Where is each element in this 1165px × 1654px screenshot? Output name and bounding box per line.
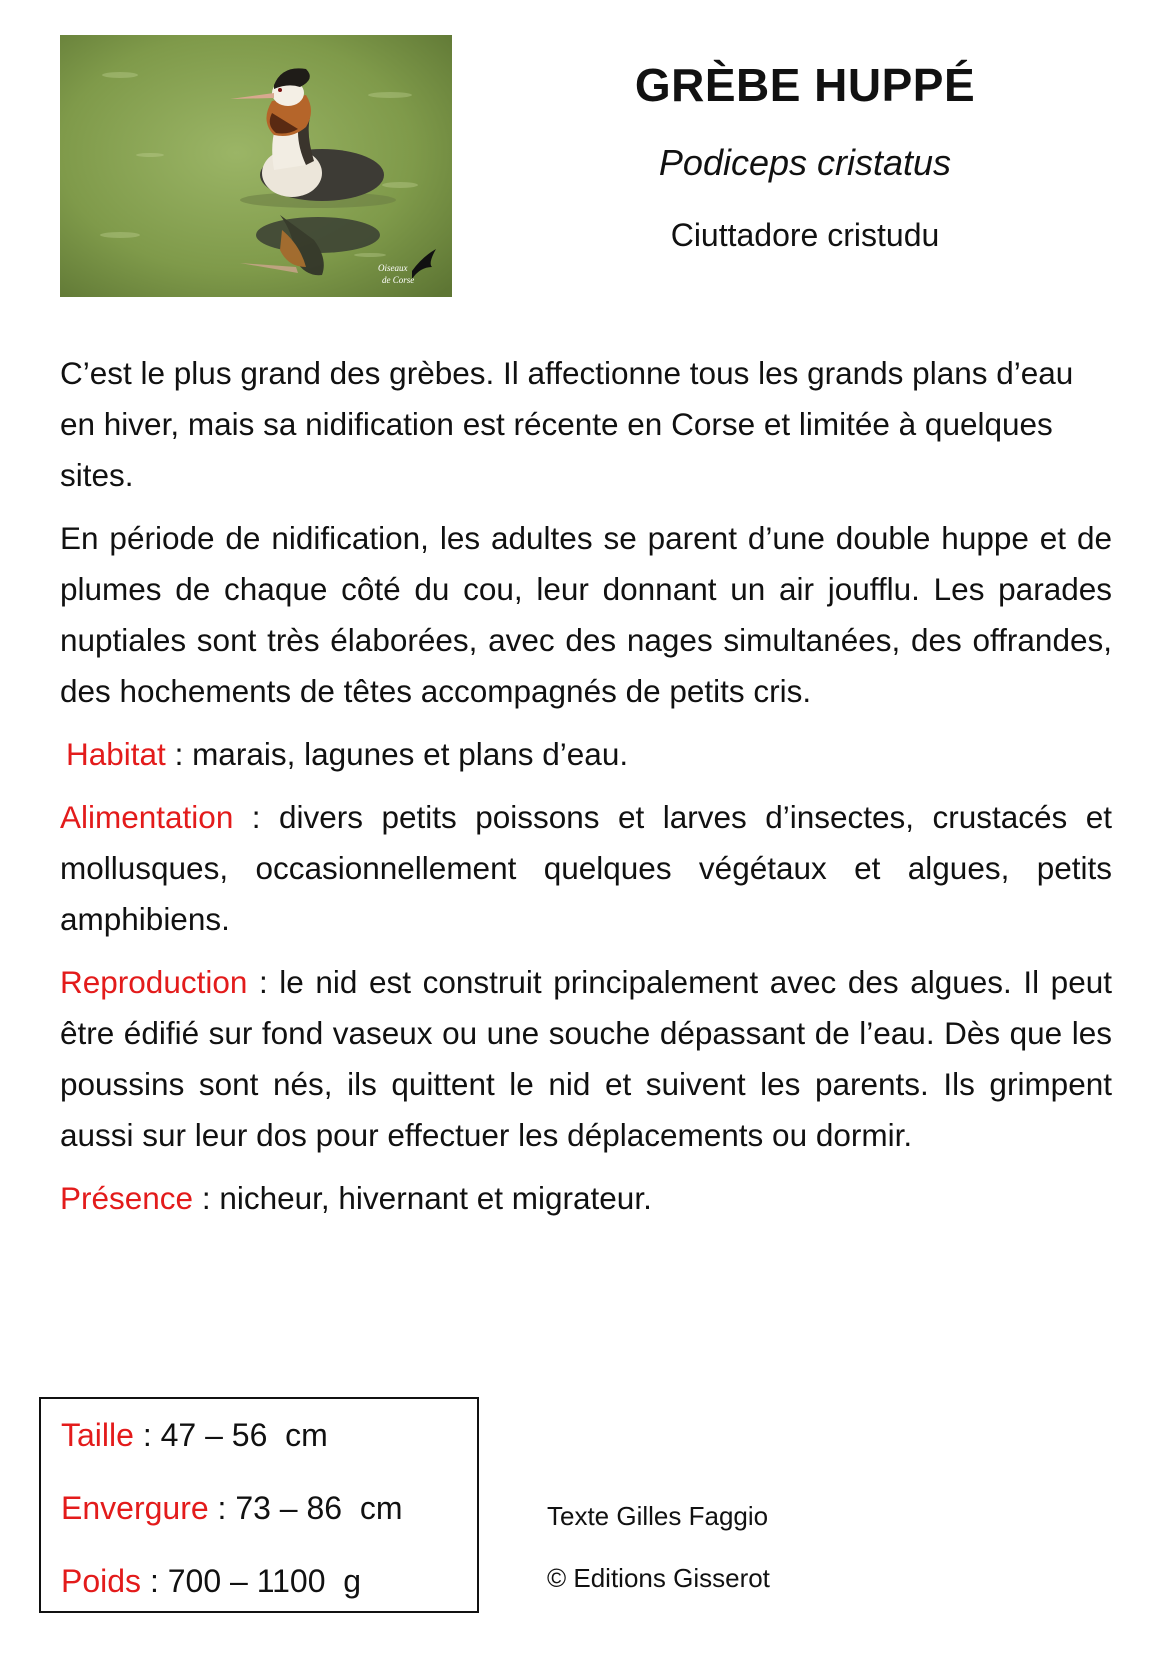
- poids-label: Poids: [61, 1563, 142, 1599]
- presence-text: : nicheur, hivernant et migrateur.: [193, 1180, 652, 1216]
- watermark-line1: Oiseaux: [378, 263, 408, 273]
- habitat-text: : marais, lagunes et plans d’eau.: [165, 736, 629, 772]
- species-title: GRÈBE HUPPÉ: [634, 59, 976, 111]
- envergure-label: Envergure: [61, 1490, 209, 1526]
- taille-line: [61, 1413, 457, 1486]
- credits: [547, 1496, 770, 1620]
- reproduction-label: Reproduction: [60, 964, 248, 1000]
- author-credit: Texte Gilles Faggio: [547, 1501, 769, 1531]
- watermark-line2: de Corse: [382, 275, 415, 285]
- envergure-value: : 73 – 86 cm: [208, 1490, 403, 1526]
- measurements-box: [39, 1397, 479, 1613]
- reproduction-paragraph: [60, 957, 1112, 1161]
- alimentation-text: : divers petits poissons et larves d’insectes, crustacés et mollusques, occasionnellement quelques végétaux et algues, petits amphibiens.: [60, 799, 1112, 937]
- presence-label: Présence: [60, 1180, 194, 1216]
- taille-value: : 47 – 56 cm: [133, 1417, 328, 1453]
- corsican-name: Ciuttadore cristudu: [670, 217, 940, 253]
- presence-paragraph: [60, 1173, 1112, 1224]
- alimentation-paragraph: [60, 792, 1112, 945]
- grebe-photo: [60, 35, 452, 297]
- habitat-label: Habitat: [66, 736, 166, 772]
- grebe-photo-illustration: [60, 35, 452, 297]
- taille-label: Taille: [61, 1417, 134, 1453]
- poids-line: [61, 1559, 457, 1632]
- scientific-name: Podiceps cristatus: [658, 142, 952, 183]
- species-header: [560, 55, 1050, 255]
- envergure-line: [61, 1486, 457, 1559]
- habitat-paragraph: [60, 729, 1112, 780]
- breeding-display-paragraph: En période de nidification, les adultes se parent d’une double huppe et de plumes de chaque côté du cou, leur donnant un air joufflu. Les parades nuptiales sont très élaborées, avec des nages simultanées, des offrandes, des hochements de têtes accompagnés de petits cris.: [60, 520, 1112, 709]
- poids-value: : 700 – 1100 g: [141, 1563, 362, 1599]
- species-description: [60, 348, 1112, 1236]
- publisher-credit: © Editions Gisserot: [547, 1563, 770, 1593]
- intro-paragraph: C’est le plus grand des grèbes. Il affectionne tous les grands plans d’eau en hiver, mais sa nidification est récente en Corse et limitée à quelques sites.: [60, 355, 1074, 493]
- alimentation-label: Alimentation: [60, 799, 234, 835]
- reproduction-text: : le nid est construit principalement avec des algues. Il peut être édifié sur fond vaseux ou une souche dépassant de l’eau. Dès que les poussins sont nés, ils quittent le nid et suivent les parents. Ils grimpent aussi sur leur dos pour effectuer les déplacements ou dormir.: [60, 964, 1112, 1153]
